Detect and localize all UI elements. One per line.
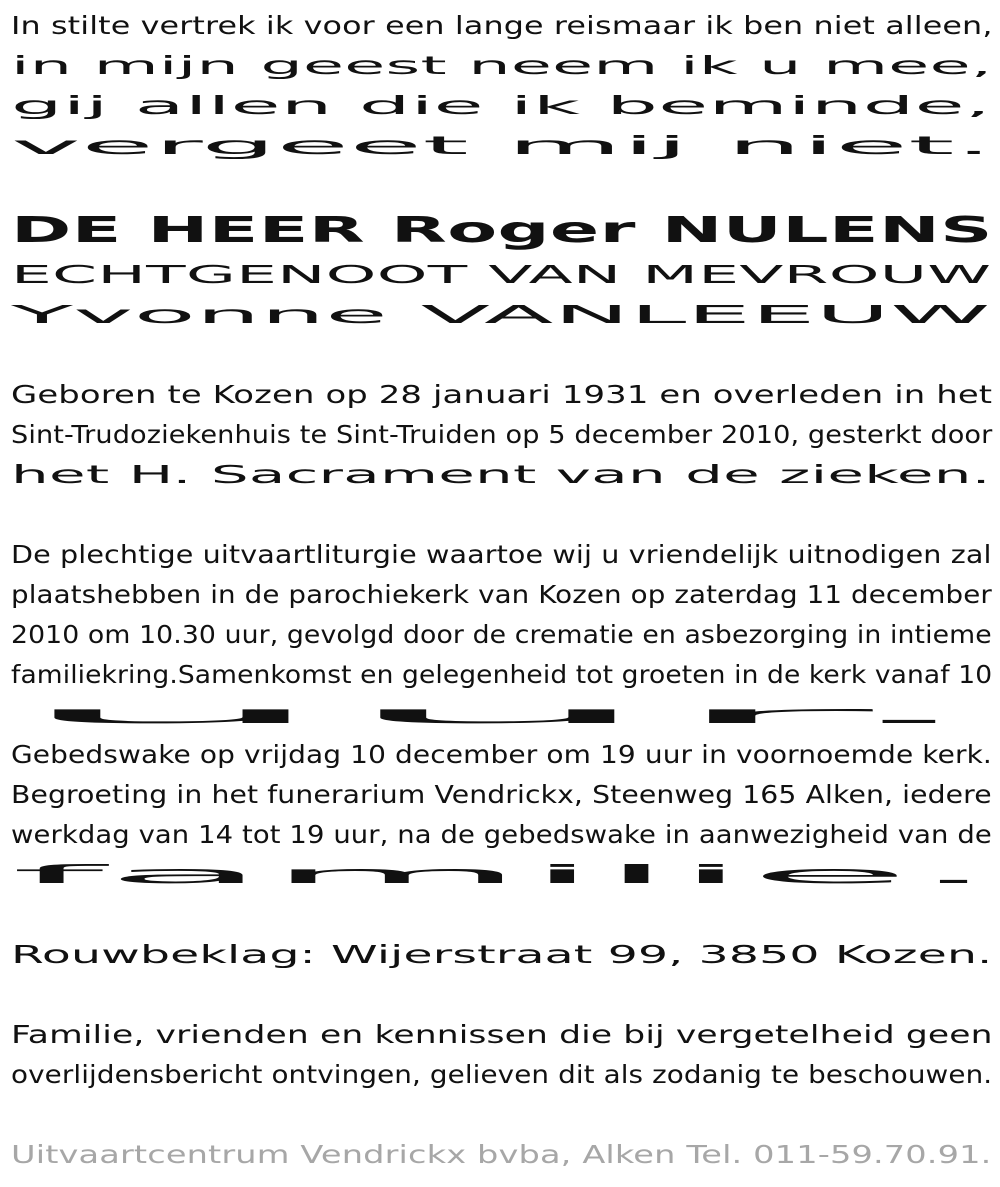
text-line: uur.: [11, 700, 993, 729]
text-line: Begroeting in het funerarium Vendrickx, Steenweg 165 Alken, iedere: [11, 780, 992, 809]
text-line: plaatshebben in de parochiekerk van Kozen op zaterdag 11 december: [11, 580, 992, 609]
text-line: De plechtige uitvaartliturgie waartoe wij u vriendelijk uitnodigen zal: [11, 540, 992, 569]
poem-line: vergeet mij niet.: [11, 131, 994, 160]
deceased-name: DE HEER Roger NULENS: [11, 210, 993, 251]
text-line: Geboren te Kozen op 28 januari 1931 en overleden in het: [11, 380, 993, 409]
text-line: 2010 om 10.30 uur, gevolgd door de crematie en asbezorging in intieme: [11, 620, 992, 649]
text-line: werkdag van 14 tot 19 uur, na de gebedswake in aanwezigheid van de: [11, 820, 992, 849]
deceased-relation: ECHTGENOOT VAN MEVROUW: [11, 260, 992, 289]
text-line: Gebedswake op vrijdag 10 december om 19 uur in voornoemde kerk.: [11, 740, 992, 769]
birth-death-paragraph: [11, 375, 1000, 495]
condolence-address: Rouwbeklag: Wijerstraat 99, 3850 Kozen.: [11, 940, 993, 969]
funeral-paragraph: [11, 535, 1000, 895]
text-line: familie.: [11, 860, 997, 889]
spouse-name: Yvonne VANLEEUW: [11, 300, 991, 329]
poem-line: In stilte vertrek ik voor een lange reismaar ik ben niet alleen,: [11, 11, 993, 40]
text-line: Familie, vrienden en kennissen die bij vergetelheid geen: [11, 1020, 993, 1049]
text-line: Sint-Trudoziekenhuis te Sint-Truiden op 5 december 2010, gesterkt door: [11, 420, 993, 449]
text-line: overlijdensbericht ontvingen, gelieven dit als zodanig te beschouwen.: [11, 1060, 993, 1089]
poem-line: gij allen die ik beminde,: [11, 91, 992, 120]
text-line: het H. Sacrament van de zieken.: [11, 460, 991, 489]
text-line: familiekring.Samenkomst en gelegenheid tot groeten in de kerk vanaf 10: [11, 660, 993, 689]
poem-line: in mijn geest neem ik u mee,: [11, 51, 993, 80]
notice-paragraph: [11, 1015, 1000, 1095]
funeral-home-footer: Uitvaartcentrum Vendrickx bvba, Alken Tel. 011-59.70.91.: [11, 1140, 992, 1169]
poem: [11, 6, 1000, 166]
